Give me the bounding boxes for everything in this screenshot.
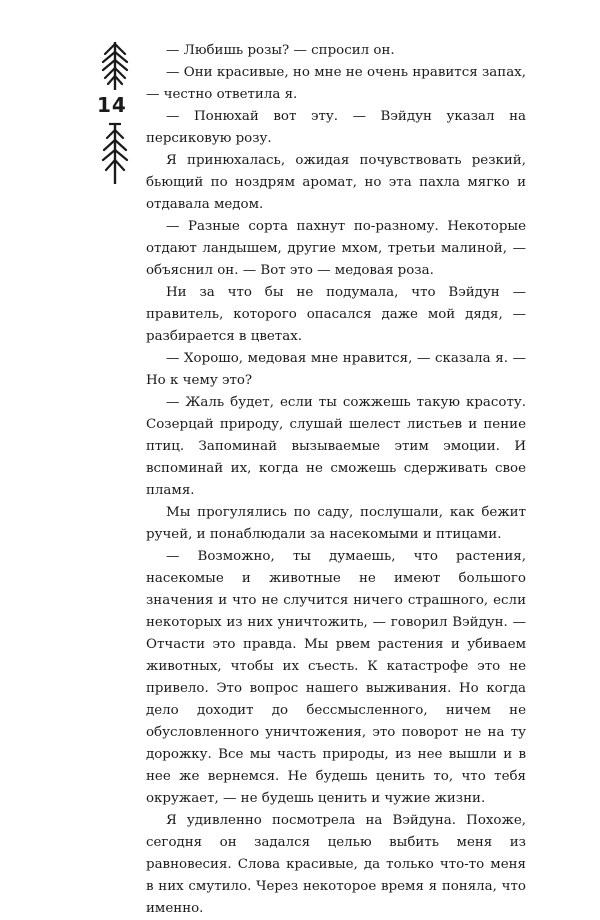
body-text [146, 40, 526, 920]
paragraph: — Понюхай вот эту. — Вэйдун указал на персиковую розу. [146, 109, 526, 146]
paragraph: — Разные сорта пахнут по-разному. Некоторые отдают ландышем, другие мхом, третьи малиной, — объяснил он. — Вот это — медовая роза. [146, 219, 526, 278]
page-number: 14 [97, 93, 127, 117]
paragraph: Я удивленно посмотрела на Вэйдуна. Похоже, сегодня он задался целью выбить меня из равновесия. Слова красивые, да только что-то меня в них смутило. Через некоторое время я поняла, что именно. [146, 813, 526, 916]
paragraph: — Жаль будет, если ты сожжешь такую красоту. Созерцай природу, слушай шелест листьев и пение птиц. Запоминай вызываемые этим эмоции. И вспоминай их, когда не сможешь сдерживать свое пламя. [146, 395, 526, 498]
paragraph: Я принюхалась, ожидая почувствовать резкий, бьющий по ноздрям аромат, но эта пахла мягко и отдавала медом. [146, 153, 526, 212]
paragraph: Ни за что бы не подумала, что Вэйдун — правитель, которого опасался даже мой дядя, — разбирается в цветах. [146, 285, 526, 344]
paragraph: — Возможно, ты думаешь, что растения, насекомые и животные не имеют большого значения и что не случится ничего страшного, если некоторых из них уничтожить, — говорил Вэйдун. — Отчасти это правда. Мы рвем растения и убиваем животных, чтобы их съесть. К катастрофе это не привело. Это вопрос нашего выживания. Но когда дело доходит до бессмысленного, ничем не обусловленного уничтожения, это поворот не на ту дорожку. Все мы часть природы, из нее вышли и в нее же вернемся. Не будешь ценить то, что тебя окружает, — не будешь ценить и чужие жизни. [146, 549, 526, 806]
paragraph: — Любишь розы? — спросил он. [166, 43, 395, 58]
paragraph: — Хорошо, медовая мне нравится, — сказала я. — Но к чему это? [146, 351, 526, 388]
paragraph: Мы прогулялись по саду, послушали, как бежит ручей, и понаблюдали за насекомыми и птицами. [146, 505, 526, 542]
paragraph: — Они красивые, но мне не очень нравится запах, — честно ответила я. [146, 65, 526, 102]
